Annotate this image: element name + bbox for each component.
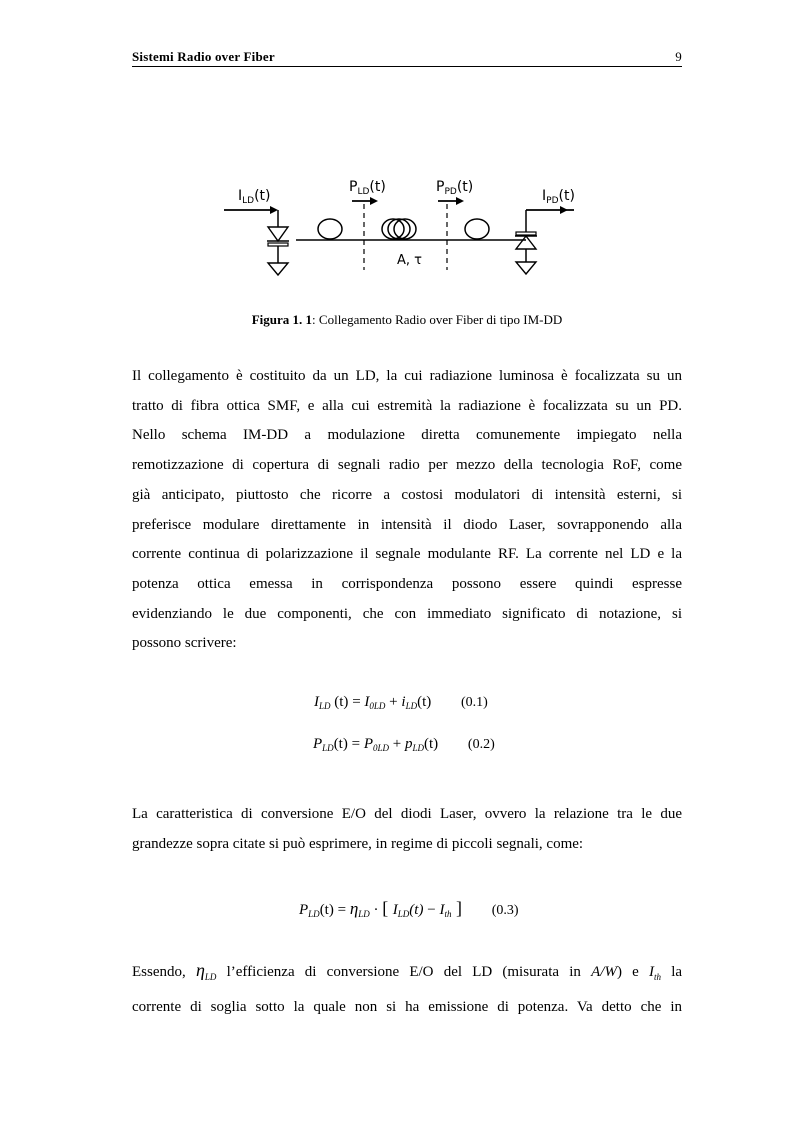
paragraph-1	[132, 362, 682, 659]
text-line: preferisce modulare direttamente in intensità il diodo Laser, sovrapponendo alla	[132, 516, 682, 533]
text-line: Il collegamento è costituito da un LD, la cui radiazione luminosa è focalizzata su un	[132, 368, 682, 384]
laser-diode-icon	[267, 227, 289, 275]
equation-0-1: $I_{LD}$ $(t) = I_{0LD} + i_{LD}(t)$ (0.1)	[314, 694, 488, 711]
text-line: potenza ottica emessa in corrispondenza possono essere quindi espresse	[132, 575, 682, 592]
rof-link-diagram	[200, 170, 600, 280]
text-line: remotizzazione di copertura di segnali radio per mezzo della tecnologia RoF, come	[132, 457, 682, 474]
caption-text: : Collegamento Radio over Fiber di tipo IM-DD	[312, 312, 563, 327]
fiber-coil-right	[465, 219, 489, 239]
equation-number: (0.1)	[461, 695, 488, 710]
text-line: La caratteristica di conversione E/O del diodi Laser, ovvero la relazione tra le due	[132, 806, 682, 822]
label-p-pd: $P_{PD}(t)$	[436, 179, 474, 197]
caption-label: Figura 1. 1	[251, 312, 313, 327]
text-line: grandezze sopra citate si può esprimere, in regime di piccoli segnali, come:	[132, 835, 584, 852]
equation-0-3: $P_{LD}(t) = \eta_{LD}$ · [ $I_{LD}(t) - I_{th}$ ] (0.3)	[299, 898, 519, 919]
label-i-pd: $I_{PD}(t)$	[542, 188, 575, 206]
p-ld-arrow	[352, 197, 378, 205]
equation-number: (0.2)	[467, 737, 495, 752]
text-line: Essendo, $\eta_{LD}$ l’efficienza di conversione E/O del LD (misurata in A/W) e $I_{th}$ la	[132, 960, 683, 982]
fiber-coil-left	[318, 219, 342, 239]
header-title: Sistemi Radio over Fiber	[132, 49, 275, 64]
text-line: già anticipato, piuttosto che ricorre a costosi modulatori di intensità esterni, si	[132, 486, 682, 503]
output-arrow	[526, 206, 574, 214]
text-line: corrente continua di polarizzazione il segnale modulante RF. La corrente nel LD e la	[132, 546, 682, 563]
text-line: tratto di fibra ottica SMF, e alla cui estremità la radiazione è focalizzata su un PD.	[132, 397, 682, 414]
p-pd-arrow	[438, 197, 464, 205]
input-arrow	[224, 206, 278, 227]
equation-number: (0.3)	[491, 903, 519, 918]
text-line: evidenziando le due componenti, che con immediato significato di notazione, si	[132, 605, 682, 622]
fiber-spool-icon	[382, 219, 416, 239]
label-fiber-params: A, τ	[397, 253, 422, 268]
label-i-ld: $I_{LD}(t)$	[238, 188, 271, 206]
figure-caption	[132, 312, 682, 328]
text-line: Nello schema IM-DD a modulazione diretta comunemente impiegato nella	[132, 427, 682, 444]
equation-0-2: $P_{LD}(t) = P_{0LD} + p_{LD}(t)$ (0.2)	[313, 736, 495, 753]
photodiode-icon	[515, 210, 537, 274]
page-number: 9	[675, 49, 682, 64]
label-p-ld: $P_{LD}(t)$	[349, 179, 386, 197]
paragraph-3	[132, 956, 682, 1022]
text-line: corrente di soglia sotto la quale non si ha emissione di potenza. Va detto che in	[132, 998, 682, 1015]
running-header	[132, 48, 682, 67]
paragraph-2	[132, 800, 682, 859]
text-line: possono scrivere:	[132, 635, 237, 652]
